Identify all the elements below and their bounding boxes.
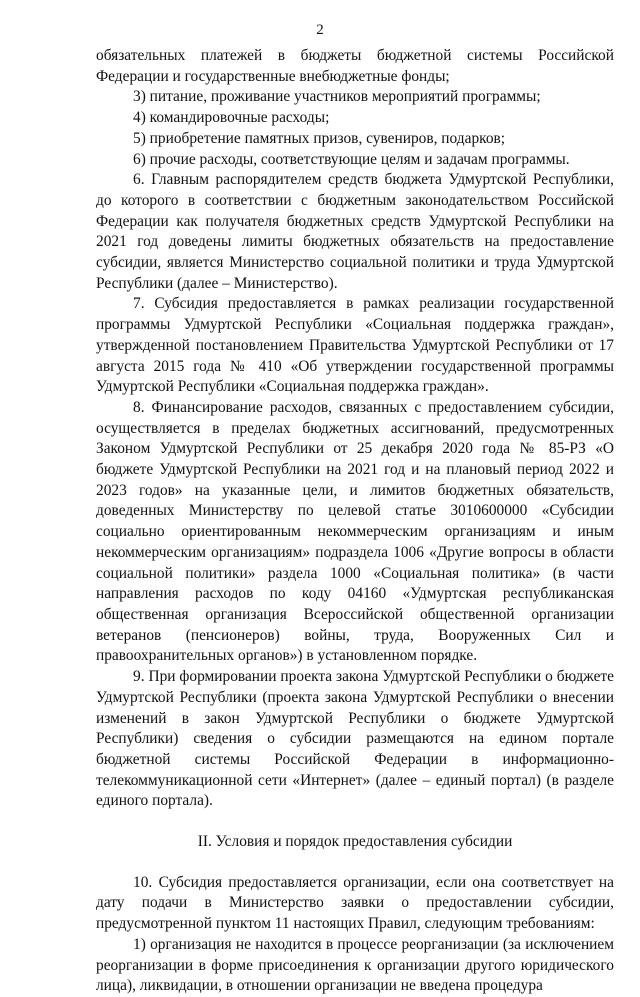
requirement-1: 1) организация не находится в процессе реорганизации (за исключением реорганизации в форме присоединения к организации другого юридического лица), ликвидации, в отношении организации не введена процедура	[96, 935, 614, 995]
clause-8: 8. Финансирование расходов, связанных с предоставлением субсидии, осуществляется в пределах бюджетных ассигнований, предусмотренных Законом Удмуртской Республики от 25 декабря 2020 года № 85-РЗ «О бюджете Удмуртской Республики на 2021 год и на плановый период 2022 и 2023 годов» на указанные цели, и лимитов бюджетных обязательств, доведенных Министерству по целевой статье 3010600000 «Субсидии социально ориентированным некоммерческим организациям и иным некоммерческим организациям» подраздела 1006 «Другие вопросы в области социальной политики» раздела 1000 «Социальная политика» (в части направления расходов по коду 04160 «Удмуртская республиканская общественная организация Всероссийской общественной организации ветеранов (пенсионеров) войны, труда, Вооруженных Сил и правоохранительных органов») в установленном порядке.	[96, 398, 614, 665]
page-number: 2	[316, 22, 324, 38]
clause-6: 6. Главным распорядителем средств бюджета Удмуртской Республики, до которого в соответствии с бюджетным законодательством Российской Федерации как получателя бюджетных средств Удмуртской Республики на 2021 год доведены лимиты бюджетных обязательств на предоставление субсидии, является Министерство социальной политики и труда Удмуртской Республики (далее – Министерство).	[96, 171, 614, 292]
clause-7: 7. Субсидия предоставляется в рамках реализации государственной программы Удмуртской Республики «Социальная поддержка граждан», утвержденной постановлением Правительства Удмуртской Республики от 17 августа 2015 года № 410 «Об утверждении государственной программы Удмуртской Республики «Социальная поддержка граждан».	[96, 295, 614, 396]
list-item-4: 4) командировочные расходы;	[133, 109, 330, 127]
list-item-5: 5) приобретение памятных призов, сувениров, подарков;	[133, 129, 506, 147]
paragraph-continuation: обязательных платежей в бюджеты бюджетной системы Российской Федерации и государственные внебюджетные фонды;	[96, 47, 614, 85]
list-item-3: 3) питание, проживание участников мероприятий программы;	[133, 88, 541, 106]
document-body	[96, 46, 614, 997]
clause-9: 9. При формировании проекта закона Удмуртской Республики о бюджете Удмуртской Республики (проекта закона Удмуртской Республики о внесении изменений в закон Удмуртской Республики о бюджете Удмуртской Республики) сведения о субсидии размещаются на едином портале бюджетной системы Российской Федерации в информационно-телекоммуникационной сети «Интернет» (далее – единый портал) (в разделе единого портала).	[96, 668, 614, 810]
clause-10: 10. Субсидия предоставляется организации, если она соответствует на дату подачи в Министерство заявки о предоставлении субсидии, предусмотренной пунктом 11 настоящих Правил, следующим требованиям:	[96, 873, 614, 933]
section-heading: II. Условия и порядок предоставления субсидии	[197, 833, 513, 851]
list-item-6: 6) прочие расходы, соответствующие целям и задачам программы.	[133, 150, 570, 168]
